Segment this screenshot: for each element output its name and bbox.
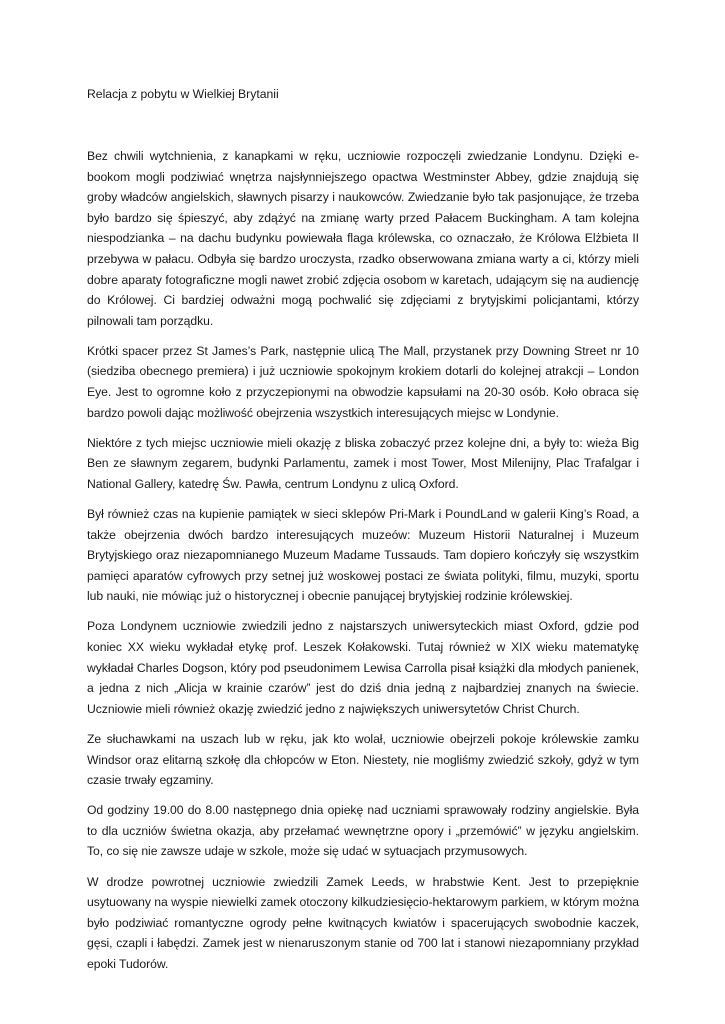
paragraph-london-sights: Niektóre z tych miejsc uczniowie mieli okazję z bliska zobaczyć przez kolejne dni, a były to: wieża Big Ben ze sławnym zegarem, budynki Parlamentu, zamek i most Tower, Most Milenijny, Plac Trafalgar i National Gallery, katedrę Św. Pawła, centrum Londynu z ulicą Oxford. [87, 435, 639, 491]
paragraph-shopping-museums: Był również czas na kupienie pamiątek w sieci sklepów Pri-Mark i PoundLand w galerii King’s Road, a także obejrzenia dwóch bardzo interesujących muzeów: Muzeum Historii Naturalnej i Muzeum Brytyjskiego oraz niezapomnianego Muzeum Madame Tussauds. Tam dopiero kończyły się wszystkim pamięci aparatów cyfrowych przy setnej już woskowej postaci ze świata polityki, filmu, muzyki, sportu lub nauki, nie mówiąc już o historycznej i obecnie panującej brytyjskiej rodzinie królewskiej. [87, 507, 639, 604]
paragraph-leeds-castle: W drodze powrotnej uczniowie zwiedzili Zamek Leeds, w hrabstwie Kent. Jest to przepięknie usytuowany na wyspie niewielki zamek otoczony kilkudziesięcio-hektarowym parkiem, w którym można było podziwiać romantyczne ogrody pełne kwitnących kwiatów i spacerujących swobodnie kaczek, gęsi, czapli i łabędzi. Zamek jest w nienaruszonym stanie od 700 lat i stanowi niezapomniany przykład epoki Tudorów. [87, 874, 639, 971]
paragraph-oxford: Poza Londynem uczniowie zwiedzili jedno z najstarszych uniwersyteckich miast Oxford, gdzie pod koniec XX wieku wykładał etykę prof. Leszek Kołakowski. Tutaj również w XIX wieku matematykę wykładał Charles Dogson, który pod pseudonimem Lewisa Carrolla pisał książki dla młodych panienek, a jedna z nich „Alicja w krainie czarów” jest do dziś dnia jedną z najbardziej znanych na świecie. Uczniowie mieli również okazję zwiedzić jedno z największych uniwersytetów Christ Church. [87, 619, 639, 716]
paragraph-host-families: Od godziny 19.00 do 8.00 następnego dnia opiekę nad uczniami sprawowały rodziny angielskie. Była to dla uczniów świetna okazja, aby przełamać wewnętrzne opory i „przemówić” w języku angielskim. To, co się nie zawsze udaje w szkole, może się udać w sytuacjach przymusowych. [87, 803, 639, 859]
paragraph-windsor-eton: Ze słuchawkami na uszach lub w ręku, jak kto wolał, uczniowie obejrzeli pokoje królewskie zamku Windsor oraz elitarną szkołę dla chłopców w Eton. Niestety, nie mogliśmy zwiedzić szkoły, gdyż w tym czasie trwały egzaminy. [87, 731, 639, 788]
document-body [87, 146, 639, 984]
paragraph-london-eye: Krótki spacer przez St James’s Park, następnie ulicą The Mall, przystanek przy Downing Street nr 10 (siedziba obecnego premiera) i już uczniowie spokojnym krokiem dotarli do kolejnej atrakcji – London Eye. Jest to ogromne koło z przyczepionymi na obwodzie kapsułami na 20-30 osób. Koło obraca się bardzo powoli dając możliwość obejrzenia wszystkich interesujących miejsc w Londynie. [87, 343, 639, 420]
document-title: Relacja z pobytu w Wielkiej Brytanii [87, 87, 279, 101]
paragraph-westminster-buckingham: Bez chwili wytchnienia, z kanapkami w ręku, uczniowie rozpoczęli zwiedzanie Londynu. Dzięki e-bookom mogli podziwiać wnętrza najsłynniejszego opactwa Westminster Abbey, gdzie znajdują się groby władców angielskich, sławnych pisarzy i naukowców. Zwiedzanie było tak pasjonujące, że trzeba było bardzo się śpieszyć, aby zdążyć na zmianę warty przed Pałacem Buckingham. A tam kolejna niespodzianka – na dachu budynku powiewała flaga królewska, co oznaczało, że Królowa Elżbieta II przebywa w pałacu. Odbyła się bardzo uroczysta, rzadko obserwowana zmiana warty a ci, którzy mieli dobre aparaty fotograficzne mogli nawet zrobić zdjęcia osobom w karetach, udającym się na audiencję do Królowej. Ci bardziej odważni mogą pochwalić się zdjęciami z brytyjskimi policjantami, którzy pilnowali tam porządku. [87, 149, 639, 328]
